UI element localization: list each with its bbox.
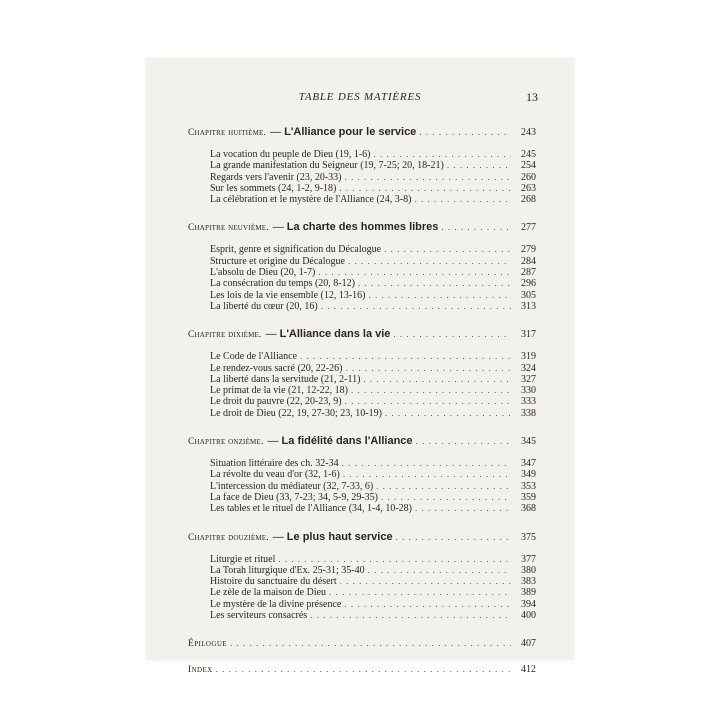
chapter-page: 375 bbox=[521, 531, 536, 543]
toc-entry-page: 279 bbox=[521, 244, 536, 256]
dot-leader bbox=[393, 326, 511, 342]
dot-leader bbox=[376, 481, 511, 492]
toc-entry-title: L'absolu de Dieu (20, 1-7) bbox=[210, 267, 316, 279]
toc-entry-title: Les tables et le rituel de l'Alliance (34, 1-4, 10-28) bbox=[210, 503, 413, 515]
toc-entry bbox=[188, 149, 536, 160]
toc-entry bbox=[188, 610, 536, 621]
toc-entry-title: Les serviteurs consacrés bbox=[210, 610, 308, 622]
toc-entry bbox=[188, 408, 536, 419]
dot-leader bbox=[384, 244, 511, 255]
chapter-title: Chapitre douzième. — Le plus haut service bbox=[188, 530, 393, 543]
dot-leader bbox=[441, 219, 511, 235]
toc-entry bbox=[188, 267, 536, 278]
toc-entry-page: 313 bbox=[521, 300, 536, 312]
toc-entry-page: 400 bbox=[521, 610, 536, 622]
chapter-heading: La charte des hommes libres bbox=[286, 221, 439, 234]
toc-entry bbox=[188, 351, 536, 362]
dot-leader bbox=[351, 385, 511, 396]
dot-leader bbox=[348, 256, 511, 267]
toc-entry bbox=[188, 256, 536, 267]
chapter-heading-row bbox=[188, 326, 536, 342]
chapter-title: Chapitre neuvième. — La charte des hommes libres bbox=[188, 221, 439, 234]
dot-leader bbox=[369, 290, 511, 301]
toc-entry-title: Structure et origine du Décalogue bbox=[210, 255, 345, 267]
toc-entry-page: 260 bbox=[521, 171, 536, 183]
toc-entry bbox=[188, 458, 536, 469]
toc-entry-page: 319 bbox=[521, 351, 536, 363]
toc-entry-page: 263 bbox=[521, 182, 536, 194]
toc-entry bbox=[188, 278, 536, 289]
toc-entry-page: 394 bbox=[521, 598, 536, 610]
dot-leader bbox=[419, 124, 511, 140]
chapter-section-10 bbox=[188, 326, 536, 419]
toc-entry-page: 305 bbox=[521, 289, 536, 301]
toc-entry bbox=[188, 481, 536, 492]
toc-entry-page: 327 bbox=[521, 373, 536, 385]
dot-leader bbox=[343, 469, 511, 480]
toc-entry-page: 359 bbox=[521, 491, 536, 503]
toc-entry-page: 284 bbox=[521, 255, 536, 267]
dot-leader bbox=[321, 301, 511, 312]
chapter-heading-row bbox=[188, 529, 536, 545]
toc-entry bbox=[188, 244, 536, 255]
dot-leader bbox=[358, 278, 511, 289]
index-row bbox=[188, 661, 536, 677]
toc-entry bbox=[188, 576, 536, 587]
toc-entry bbox=[188, 565, 536, 576]
toc-entry-title: La grande manifestation du Seigneur (19, 7-25; 20, 18-21) bbox=[210, 160, 444, 172]
toc-entry-title: Regards vers l'avenir (23, 20-33) bbox=[210, 171, 342, 183]
toc-entry-page: 333 bbox=[521, 396, 536, 408]
dot-leader bbox=[345, 363, 511, 374]
toc-entry bbox=[188, 374, 536, 385]
chapter-label: Chapitre huitième. bbox=[188, 128, 267, 138]
chapter-heading: La fidélité dans l'Alliance bbox=[281, 435, 413, 448]
toc-entry-page: 324 bbox=[521, 362, 536, 374]
chapter-section-9 bbox=[188, 219, 536, 312]
dot-leader bbox=[415, 503, 511, 514]
book-page bbox=[146, 58, 574, 676]
toc-entry-title: La liberté du cœur (20, 16) bbox=[210, 300, 318, 312]
index-page: 412 bbox=[521, 664, 536, 676]
dot-leader bbox=[339, 183, 511, 194]
toc-entry bbox=[188, 183, 536, 194]
dot-leader bbox=[414, 194, 511, 205]
chapter-page: 345 bbox=[521, 436, 536, 448]
chapter-label: Chapitre onzième. bbox=[188, 437, 264, 448]
toc-entry bbox=[188, 503, 536, 514]
toc-entry-page: 245 bbox=[521, 149, 536, 160]
toc-entry bbox=[188, 363, 536, 374]
chapter-section-11 bbox=[188, 433, 536, 514]
toc-entry-title: Liturgie et rituel bbox=[210, 553, 276, 565]
chapter-heading-row bbox=[188, 219, 536, 235]
toc-entry bbox=[188, 396, 536, 407]
toc-entry-title: Le droit de Dieu (22, 19, 27-30; 23, 10-19) bbox=[210, 407, 382, 419]
dot-leader bbox=[385, 408, 511, 419]
toc-entry-page: 268 bbox=[521, 194, 536, 206]
dot-leader bbox=[344, 599, 511, 610]
chapter-heading: Le plus haut service bbox=[286, 530, 393, 543]
chapter-heading: L'Alliance pour le service bbox=[284, 126, 417, 138]
epilogue-row bbox=[188, 635, 536, 651]
toc-entry-page: 347 bbox=[521, 458, 536, 470]
chapter-heading: L'Alliance dans la vie bbox=[279, 328, 391, 341]
toc-entry-title: Le droit du pauvre (22, 20-23, 9) bbox=[210, 396, 342, 408]
toc-entry bbox=[188, 160, 536, 171]
toc-entry bbox=[188, 469, 536, 480]
page-header bbox=[146, 91, 574, 105]
chapter-section-8 bbox=[188, 124, 536, 205]
toc-entry-title: Situation littéraire des ch. 32-34 bbox=[210, 458, 339, 470]
toc-entry-title: Le zèle de la maison de Dieu bbox=[210, 587, 327, 599]
dot-leader bbox=[342, 458, 511, 469]
toc-entry-page: 377 bbox=[521, 553, 536, 565]
dot-leader bbox=[374, 149, 511, 160]
toc-entry-title: L'intercession du médiateur (32, 7-33, 6) bbox=[210, 480, 374, 492]
toc-entry bbox=[188, 385, 536, 396]
toc-entry bbox=[188, 587, 536, 598]
dot-leader bbox=[310, 610, 511, 621]
toc-entry bbox=[188, 554, 536, 565]
toc-entry bbox=[188, 599, 536, 610]
chapter-title: Chapitre onzième. — La fidélité dans l'Alliance bbox=[188, 435, 413, 448]
toc-entry-title: La Torah liturgique d'Ex. 25-31; 35-40 bbox=[210, 564, 365, 576]
toc-entry-title: La consécration du temps (20, 8-12) bbox=[210, 278, 355, 290]
toc-entry-title: Le Code de l'Alliance bbox=[210, 351, 298, 363]
toc-entry-page: 389 bbox=[521, 587, 536, 599]
toc-entry-page: 338 bbox=[521, 407, 536, 419]
chapter-page: 317 bbox=[521, 329, 536, 341]
table-of-contents bbox=[188, 124, 536, 687]
dot-leader bbox=[363, 374, 511, 385]
page-number: 13 bbox=[526, 90, 538, 104]
toc-entry-title: Histoire du sanctuaire du désert bbox=[210, 576, 337, 588]
toc-entry-title: Le primat de la vie (21, 12-22, 18) bbox=[210, 385, 349, 397]
toc-entry bbox=[188, 172, 536, 183]
toc-entry-page: 296 bbox=[521, 278, 536, 290]
toc-entry bbox=[188, 290, 536, 301]
dot-leader bbox=[447, 160, 511, 171]
toc-entry-title: La liberté dans la servitude (21, 2-11) bbox=[210, 373, 361, 385]
dot-leader bbox=[300, 351, 511, 362]
chapter-label: Chapitre neuvième. bbox=[188, 223, 269, 234]
toc-entry-page: 383 bbox=[521, 576, 536, 588]
running-title: TABLE DES MATIÈRES bbox=[298, 91, 422, 103]
toc-entry-title: Le rendez-vous sacré (20, 22-26) bbox=[210, 362, 343, 374]
toc-entry-title: Le mystère de la divine présence bbox=[210, 598, 342, 610]
toc-entry-title: Sur les sommets (24, 1-2, 9-18) bbox=[210, 182, 337, 194]
toc-entry-title: La célébration et le mystère de l'Alliance (24, 3-8) bbox=[210, 194, 412, 206]
chapter-page: 243 bbox=[521, 127, 536, 138]
toc-entry-page: 349 bbox=[521, 469, 536, 481]
epilogue-label: Épilogue bbox=[188, 639, 227, 650]
dot-leader bbox=[381, 492, 511, 503]
toc-entry bbox=[188, 194, 536, 205]
dot-leader bbox=[318, 267, 511, 278]
toc-entry-page: 254 bbox=[521, 160, 536, 172]
toc-entry-title: La vocation du peuple de Dieu (19, 1-6) bbox=[210, 149, 371, 160]
toc-entry-title: Les lois de la vie ensemble (12, 13-16) bbox=[210, 289, 366, 301]
chapter-title: Chapitre huitième. — L'Alliance pour le service bbox=[188, 126, 417, 138]
dot-leader bbox=[216, 661, 511, 677]
dot-leader bbox=[230, 635, 511, 651]
chapter-heading-row bbox=[188, 124, 536, 140]
dot-leader bbox=[368, 565, 511, 576]
dot-leader bbox=[345, 396, 511, 407]
toc-entry-page: 368 bbox=[521, 503, 536, 515]
dot-leader bbox=[278, 554, 511, 565]
toc-entry bbox=[188, 301, 536, 312]
dot-leader bbox=[396, 529, 511, 545]
dot-leader bbox=[416, 433, 511, 449]
toc-entry-title: La face de Dieu (33, 7-23; 34, 5-9, 29-35) bbox=[210, 491, 378, 503]
toc-entry-title: Esprit, genre et signification du Décalogue bbox=[210, 244, 382, 256]
dot-leader bbox=[340, 576, 511, 587]
dot-leader bbox=[329, 587, 511, 598]
toc-entry bbox=[188, 492, 536, 503]
toc-entry-page: 330 bbox=[521, 385, 536, 397]
epilogue-page: 407 bbox=[521, 638, 536, 650]
toc-entry-title: La révolte du veau d'or (32, 1-6) bbox=[210, 469, 340, 481]
chapter-label: Chapitre dixième. bbox=[188, 330, 262, 341]
toc-entry-page: 353 bbox=[521, 480, 536, 492]
toc-entry-page: 380 bbox=[521, 564, 536, 576]
index-label: Index bbox=[188, 665, 213, 676]
chapter-section-12 bbox=[188, 529, 536, 622]
toc-entry-page: 287 bbox=[521, 267, 536, 279]
chapter-title: Chapitre dixième. — L'Alliance dans la vie bbox=[188, 328, 391, 341]
chapter-page: 277 bbox=[521, 222, 536, 234]
dot-leader bbox=[344, 172, 511, 183]
chapter-heading-row bbox=[188, 433, 536, 449]
chapter-label: Chapitre douzième. bbox=[188, 532, 269, 543]
